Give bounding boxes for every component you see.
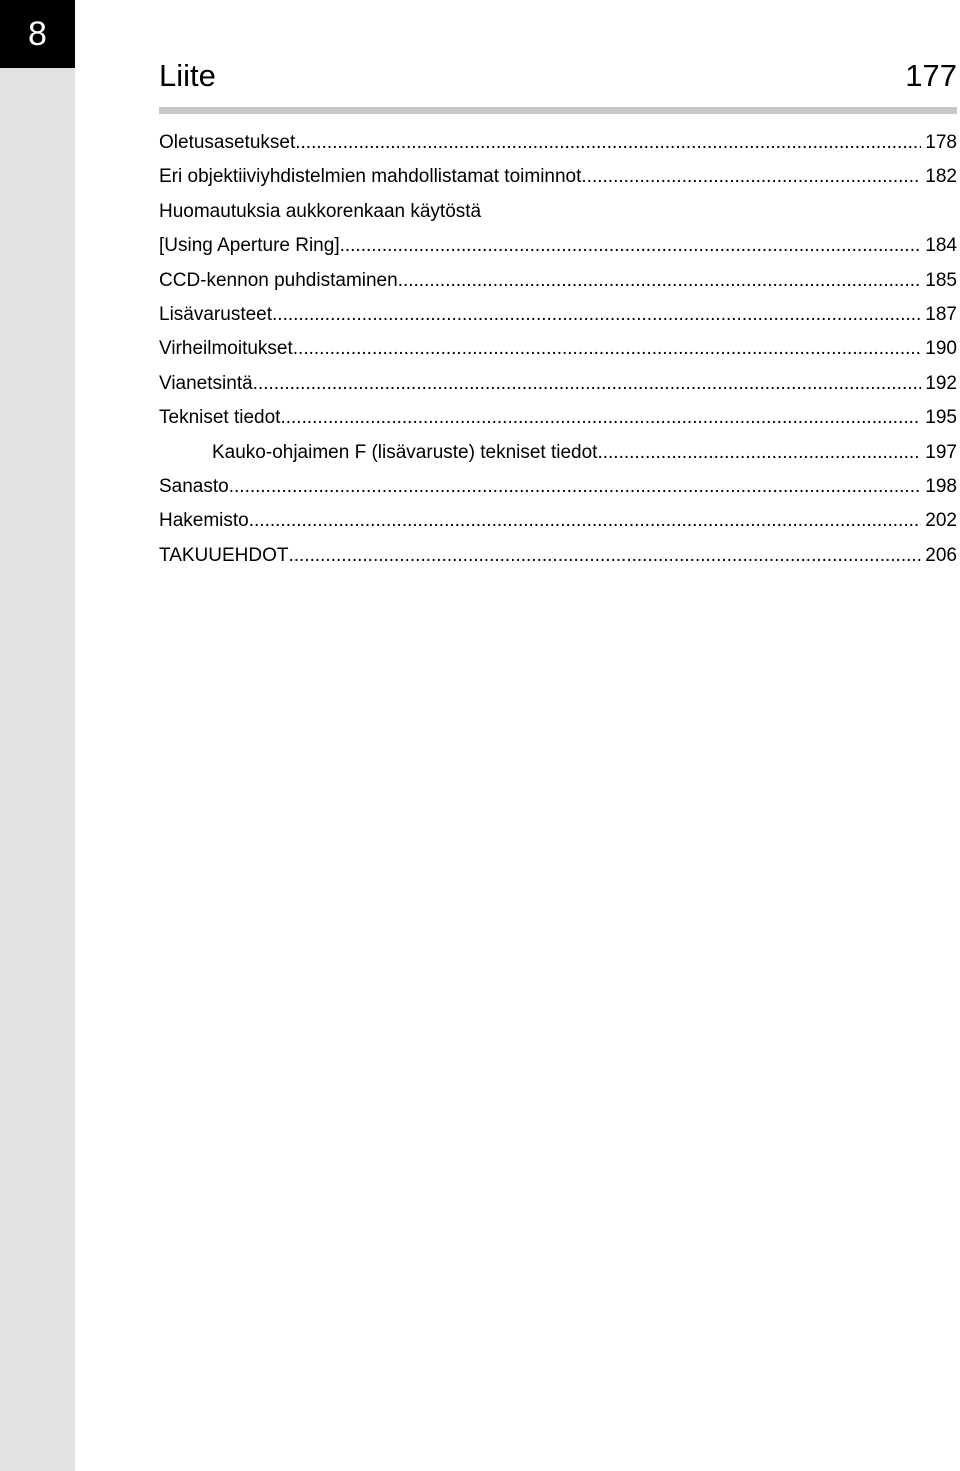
toc-entry[interactable]: [159, 401, 957, 435]
toc-entry-title: Sanasto: [159, 475, 229, 497]
section-header: [159, 58, 957, 100]
toc-entry[interactable]: [159, 229, 957, 263]
toc-entry-page: 206: [925, 544, 957, 566]
chapter-tab: 8: [0, 0, 75, 68]
toc-entry-page: 192: [925, 372, 957, 394]
toc-leader-dots: [581, 160, 921, 194]
toc-entry-title: TAKUUEHDOT: [159, 544, 289, 566]
toc-entry-title: Hakemisto: [159, 510, 249, 532]
toc-entry-title: Vianetsintä: [159, 372, 253, 394]
toc-entry[interactable]: [159, 504, 957, 538]
toc-entry-title: Eri objektiiviyhdistelmien mahdollistamat toiminnot: [159, 166, 582, 188]
toc-entry-page: 178: [925, 132, 957, 153]
toc-entry-page: 182: [925, 166, 957, 188]
side-strip: [0, 0, 75, 1471]
toc-leader-dots: [249, 504, 922, 538]
toc-entry-page: 195: [925, 407, 957, 429]
toc-entry-title: Oletusasetukset: [159, 132, 296, 153]
toc-entry[interactable]: [159, 160, 957, 194]
toc-leader-dots: [272, 298, 921, 332]
toc-subentry[interactable]: [159, 436, 957, 470]
toc-entry-page: 190: [925, 338, 957, 360]
toc-entry-title: Kauko-ohjaimen F (lisävaruste) tekniset tiedot: [212, 441, 598, 463]
toc-entry-title: [Using Aperture Ring]: [159, 235, 340, 257]
toc-leader-dots: [288, 539, 921, 573]
toc-entry[interactable]: [159, 126, 957, 160]
header-divider: [159, 107, 957, 114]
toc-entry-page: 197: [925, 441, 957, 463]
toc-entry-title: Virheilmoitukset: [159, 338, 293, 360]
toc-leader-dots: [253, 367, 922, 401]
toc-leader-dots: [280, 401, 921, 435]
toc-entry-continued[interactable]: [159, 195, 957, 229]
toc-entry-title: Tekniset tiedot: [159, 407, 281, 429]
toc-entry-page: 184: [925, 235, 957, 257]
toc-entry[interactable]: [159, 264, 957, 298]
toc-entry[interactable]: [159, 539, 957, 573]
toc-entry-page: 198: [925, 475, 957, 497]
toc-leader-dots: [229, 470, 922, 504]
table-of-contents: [159, 126, 957, 573]
toc-entry-page: 187: [925, 303, 957, 325]
toc-entry-page: 202: [925, 510, 957, 532]
toc-entry-page: 185: [925, 269, 957, 291]
toc-entry-title: CCD-kennon puhdistaminen: [159, 269, 398, 291]
toc-leader-dots: [295, 126, 921, 160]
toc-entry[interactable]: [159, 298, 957, 332]
section-page-number: 177: [905, 58, 957, 93]
toc-leader-dots: [293, 332, 922, 366]
toc-entry[interactable]: [159, 367, 957, 401]
toc-entry[interactable]: [159, 332, 957, 366]
toc-entry[interactable]: [159, 470, 957, 504]
toc-leader-dots: [398, 264, 922, 298]
toc-entry-title: Lisävarusteet: [159, 303, 273, 325]
section-title: Liite: [159, 58, 216, 93]
toc-entry-title: Huomautuksia aukkorenkaan käytöstä: [159, 200, 482, 222]
toc-leader-dots: [597, 436, 921, 470]
toc-leader-dots: [340, 229, 922, 263]
